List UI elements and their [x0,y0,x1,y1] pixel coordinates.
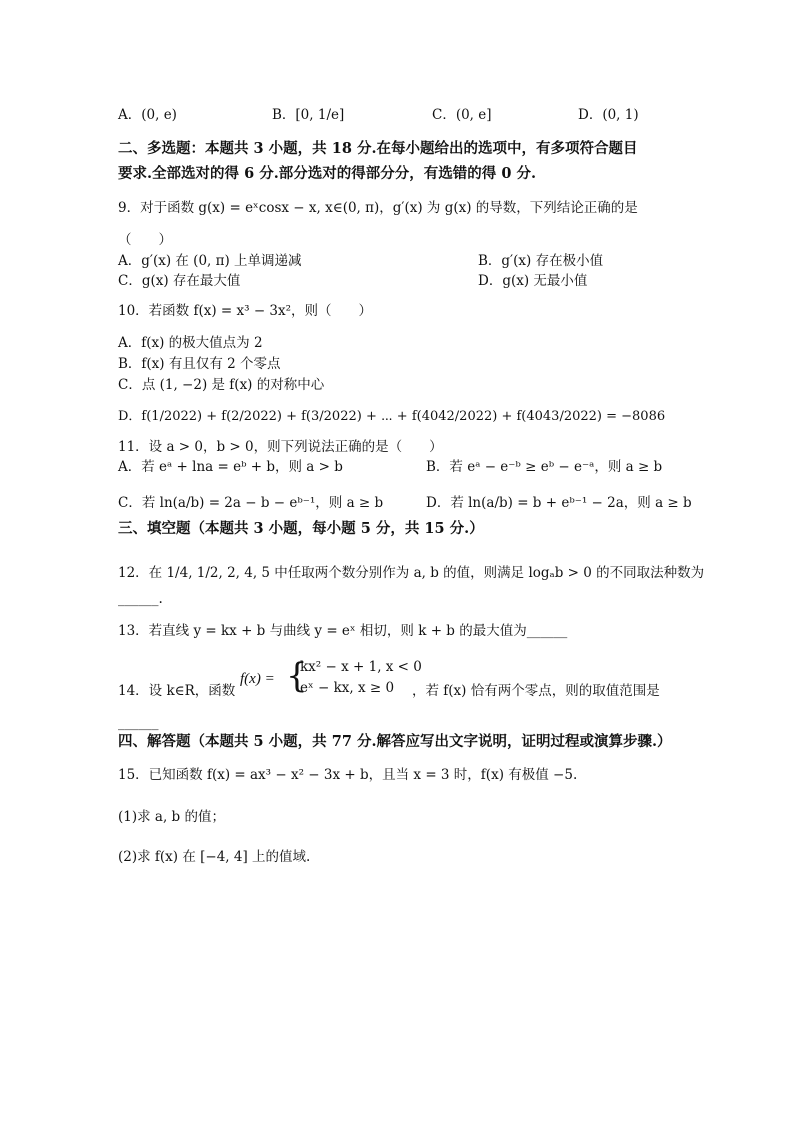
q9-option-d: D．g(x) 无最小值 [478,273,588,289]
q9-option-b: B．g′(x) 存在极小值 [478,253,604,269]
q9-paren: （ ） [118,232,172,248]
q14-blank: ______ [118,715,159,731]
q14-tail: ，若 f(x) 恰有两个零点，则的取值范围是 [412,683,660,699]
q8-option-d: D．(0, 1) [578,107,639,123]
q15-part2: (2)求 f(x) 在 [−4, 4] 上的值域. [118,849,311,865]
q14-brace: { [286,656,308,696]
q14-f-label: f(x) = [240,671,275,687]
section4-title: 四、解答题（本题共 5 小题，共 77 分.解答应写出文字说明，证明过程或演算步骤.） [118,733,672,750]
q10-option-a: A．f(x) 的极大值点为 2 [118,335,263,351]
q9-option-c: C．g(x) 存在最大值 [118,273,241,289]
q14-lead: 14．设 k∈R，函数 [118,683,236,699]
q10-stem: 10．若函数 f(x) = x³ − 3x²，则（ ） [118,303,373,319]
q8-option-c: C．(0, e] [432,107,492,123]
q14-piece2: eˣ − kx, x ≥ 0 [300,680,395,696]
q15-stem: 15．已知函数 f(x) = ax³ − x² − 3x + b，且当 x = 3 时，f(x) 有极值 −5. [118,767,578,783]
q11-option-c: C．若 ln(a/b) = 2a − b − eᵇ⁻¹，则 a ≥ b [118,495,384,511]
section2-line2: 要求.全部选对的得 6 分.部分选对的得部分分，有选错的得 0 分. [118,165,537,182]
section3-title: 三、填空题（本题共 3 小题，每小题 5 分，共 15 分.） [118,520,484,537]
q11-stem: 11．设 a > 0，b > 0，则下列说法正确的是（ ） [118,439,443,455]
q14-piece1: kx² − x + 1, x < 0 [300,659,422,675]
q8-option-a: A．(0, e) [118,107,177,123]
q9-stem: 9．对于函数 g(x) = eˣcosx − x, x∈(0, π)，g′(x) 为 g(x) 的导数，下列结论正确的是 [118,200,638,216]
q15-part1: (1)求 a, b 的值； [118,809,225,825]
q10-option-d: D．f(1/2022) + f(2/2022) + f(3/2022) + ⋯ + f(4042/2022) + f(4043/2022) = −8086 [118,409,666,424]
q12-blank: ______. [118,591,163,607]
q11-option-d: D．若 ln(a/b) = b + eᵇ⁻¹ − 2a，则 a ≥ b [426,495,692,511]
q12-text: 12．在 1/4, 1/2, 2, 4, 5 中任取两个数分别作为 a, b 的值，则满足 logₐb > 0 的不同取法种数为 [118,565,705,581]
q9-option-a: A．g′(x) 在 (0, π) 上单调递减 [118,253,302,269]
section2-line1: 二、多选题：本题共 3 小题，共 18 分.在每小题给出的选项中，有多项符合题目 [118,140,638,157]
q11-option-a: A．若 eᵃ + lna = eᵇ + b，则 a > b [118,459,343,475]
q13-text: 13．若直线 y = kx + b 与曲线 y = eˣ 相切，则 k + b 的最大值为______ [118,623,568,639]
q11-option-b: B．若 eᵃ − e⁻ᵇ ≥ eᵇ − e⁻ᵃ，则 a ≥ b [426,459,663,475]
q10-option-c: C．点 (1, −2) 是 f(x) 的对称中心 [118,377,325,393]
q10-option-b: B．f(x) 有且仅有 2 个零点 [118,356,281,372]
q8-option-b: B．[0, 1/e] [272,107,345,123]
